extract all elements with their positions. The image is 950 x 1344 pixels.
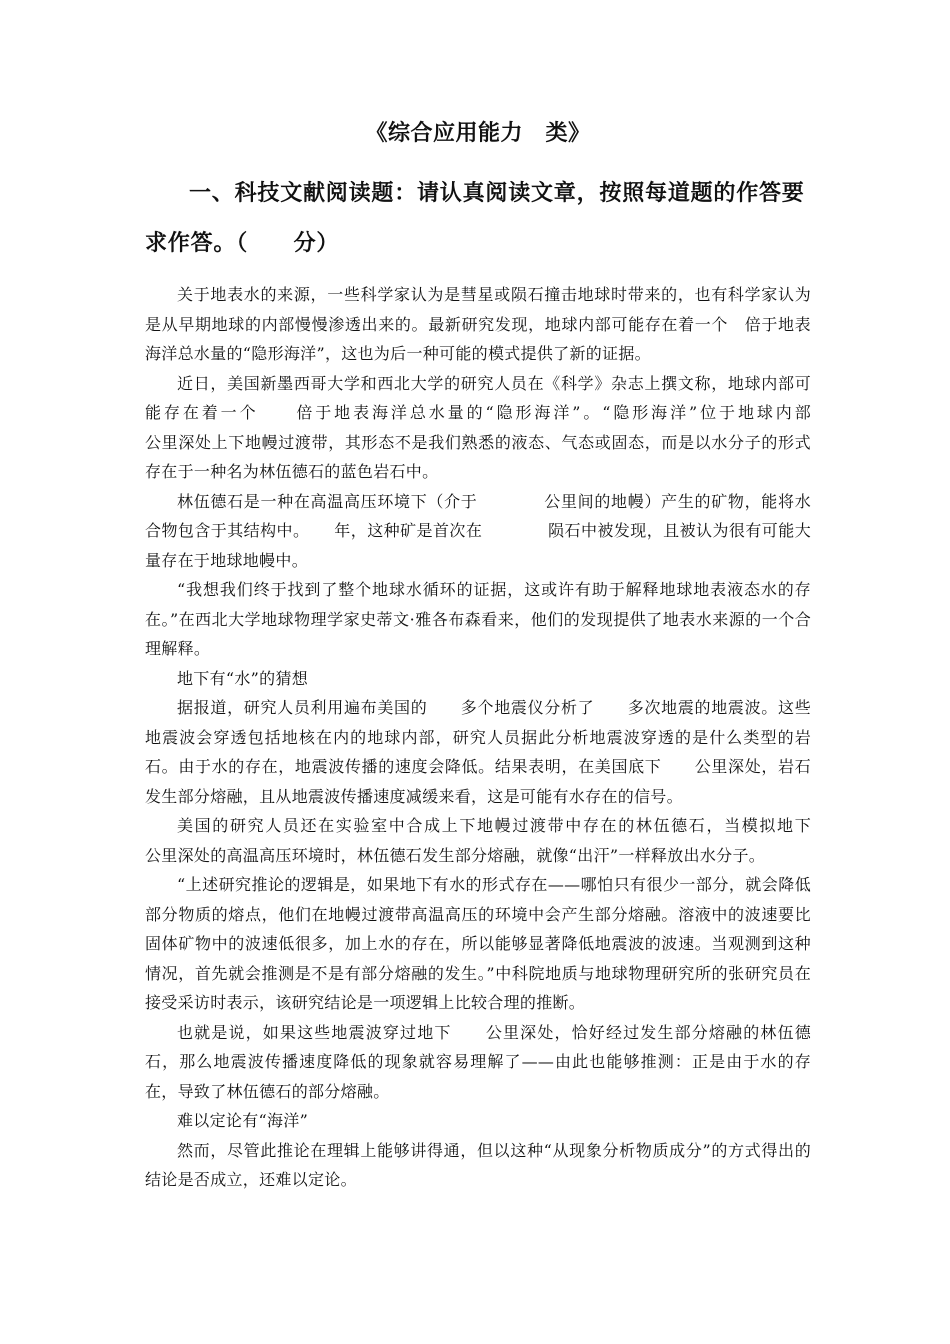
paragraph: 关于地表水的来源，一些科学家认为是彗星或陨石撞击地球时带来的，也有科学家认为是从早期地球的内部慢慢渗透出来的。最新研究发现，地球内部可能存在着一个 倍于地表海洋总水量的“隐形海洋”，这也为后一种可能的模式提供了新的证据。	[145, 285, 811, 363]
paragraph: 近日，美国新墨西哥大学和西北大学的研究人员在《科学》杂志上撰文称，地球内部可能存在着一个 倍于地表海洋总水量的“隐形海洋”。“隐形海洋”位于地球内部 公里深处上下地幔过渡带，其形态不是我们熟悉的液态、气态或固态，而是以水分子的形式存在于一种名为林伍德石的蓝色岩石中。	[145, 373, 893, 481]
paragraph: 美国的研究人员还在实验室中合成上下地幔过渡带中存在的林伍德石，当模拟地下 公里深处的高温高压环境时，林伍德石发生部分熔融，就像“出汗”一样释放出水分子。	[145, 816, 860, 865]
section-heading: 一、科技文献阅读题：请认真阅读文章，按照每道题的作答要求作答。（ 分）	[145, 180, 805, 256]
paragraph: 林伍德石是一种在高温高压环境下（介于 公里间的地幔）产生的矿物，能将水合物包含于其结构中。 年，这种矿是首次在 陨石中被发现，且被认为很有可能大量存在于地球地幔中。	[145, 491, 811, 570]
subheading: 地下有“水”的猜想	[177, 668, 309, 688]
paragraph: “我想我们终于找到了整个地球水循环的证据，这或许有助于解释地球地表液态水的存在。”在西北大学地球物理学家史蒂文·雅各布森看来，他们的发现提供了地表水来源的一个合理解释。	[145, 580, 811, 658]
paragraph: “上述研究推论的逻辑是，如果地下有水的形式存在——哪怕只有很少一部分，就会降低部分物质的熔点，他们在地幔过渡带高温高压的环境中会产生部分熔融。溶液中的波速要比固体矿物中的波速低很多，加上水的存在，所以能够显著降低地震波的波速。当观测到这种情况，首先就会推测是不是有部分熔融的发生。”中科院地质与地球物理研究所的张研究员在接受采访时表示，该研究结论是一项逻辑上比较合理的推断。	[145, 875, 811, 1012]
paragraph: 然而，尽管此推论在理辑上能够讲得通，但以这种“从现象分析物质成分”的方式得出的结论是否成立，还难以定论。	[145, 1140, 811, 1189]
document-page	[145, 118, 893, 1195]
document-title: 《综合应用能力 类》	[365, 120, 591, 146]
article-body	[145, 280, 893, 1195]
paragraph: 据报道，研究人员利用遍布美国的 多个地震仪分析了 多次地震的地震波。这些地震波会穿透包括地核在内的地球内部，研究人员据此分析地震波穿透的是什么类型的岩石。由于水的存在，地震波传播的速度会降低。结果表明，在美国底下 公里深处，岩石发生部分熔融，且从地震波传播速度减缓来看，这是可能有水存在的信号。	[145, 698, 811, 806]
subheading: 难以定论有“海洋”	[177, 1111, 309, 1130]
paragraph: 也就是说，如果这些地震波穿过地下 公里深处，恰好经过发生部分熔融的林伍德石，那么地震波传播速度降低的现象就容易理解了——由此也能够推测：正是由于水的存在，导致了林伍德石的部分熔融。	[145, 1022, 811, 1101]
